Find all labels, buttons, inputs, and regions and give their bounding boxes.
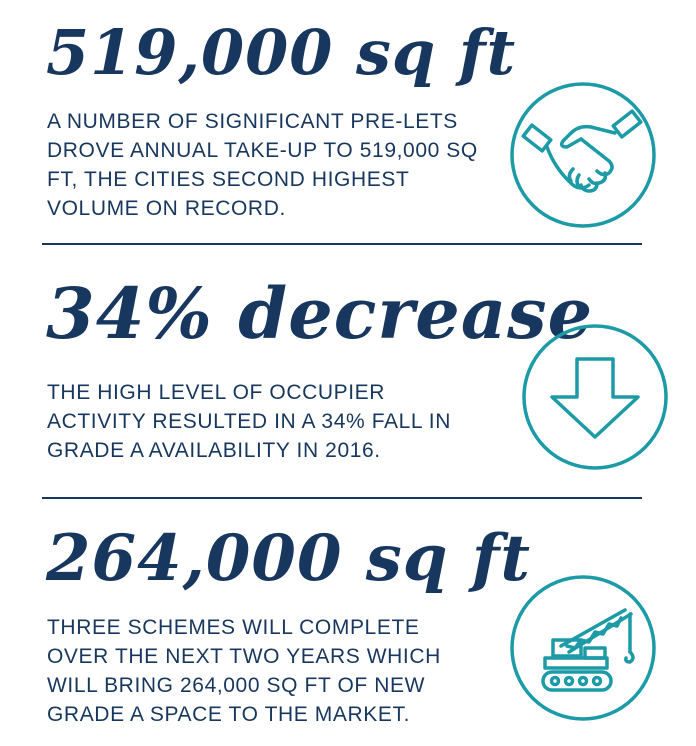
description-line: A NUMBER OF SIGNIFICANT PRE-LETS: [47, 110, 458, 133]
description-line: GRADE A AVAILABILITY IN 2016.: [47, 439, 381, 462]
section-divider: [42, 243, 642, 245]
handshake-icon: [509, 81, 657, 229]
headline-availability: 34% decrease: [46, 272, 594, 355]
description-line: FT, THE CITIES SECOND HIGHEST: [47, 168, 410, 191]
headline-pipeline: 264,000 sq ft: [46, 521, 531, 596]
description-line: ACTIVITY RESULTED IN A 34% FALL IN: [47, 410, 451, 433]
headline-take-up: 519,000 sq ft: [46, 16, 517, 89]
description-availability: [47, 378, 451, 465]
description-line: WILL BRING 264,000 SQ FT OF NEW: [47, 674, 426, 697]
crane-icon: [509, 574, 657, 722]
description-line: OVER THE NEXT TWO YEARS WHICH: [47, 645, 441, 668]
down-arrow-icon: [521, 323, 669, 471]
description-take-up: [47, 107, 478, 223]
description-line: THE HIGH LEVEL OF OCCUPIER: [47, 381, 386, 404]
description-pipeline: [47, 613, 441, 729]
section-divider: [42, 497, 642, 499]
description-line: GRADE A SPACE TO THE MARKET.: [47, 703, 411, 726]
description-line: THREE SCHEMES WILL COMPLETE: [47, 616, 420, 639]
description-line: DROVE ANNUAL TAKE-UP TO 519,000 SQ: [47, 139, 478, 162]
description-line: VOLUME ON RECORD.: [47, 197, 286, 220]
